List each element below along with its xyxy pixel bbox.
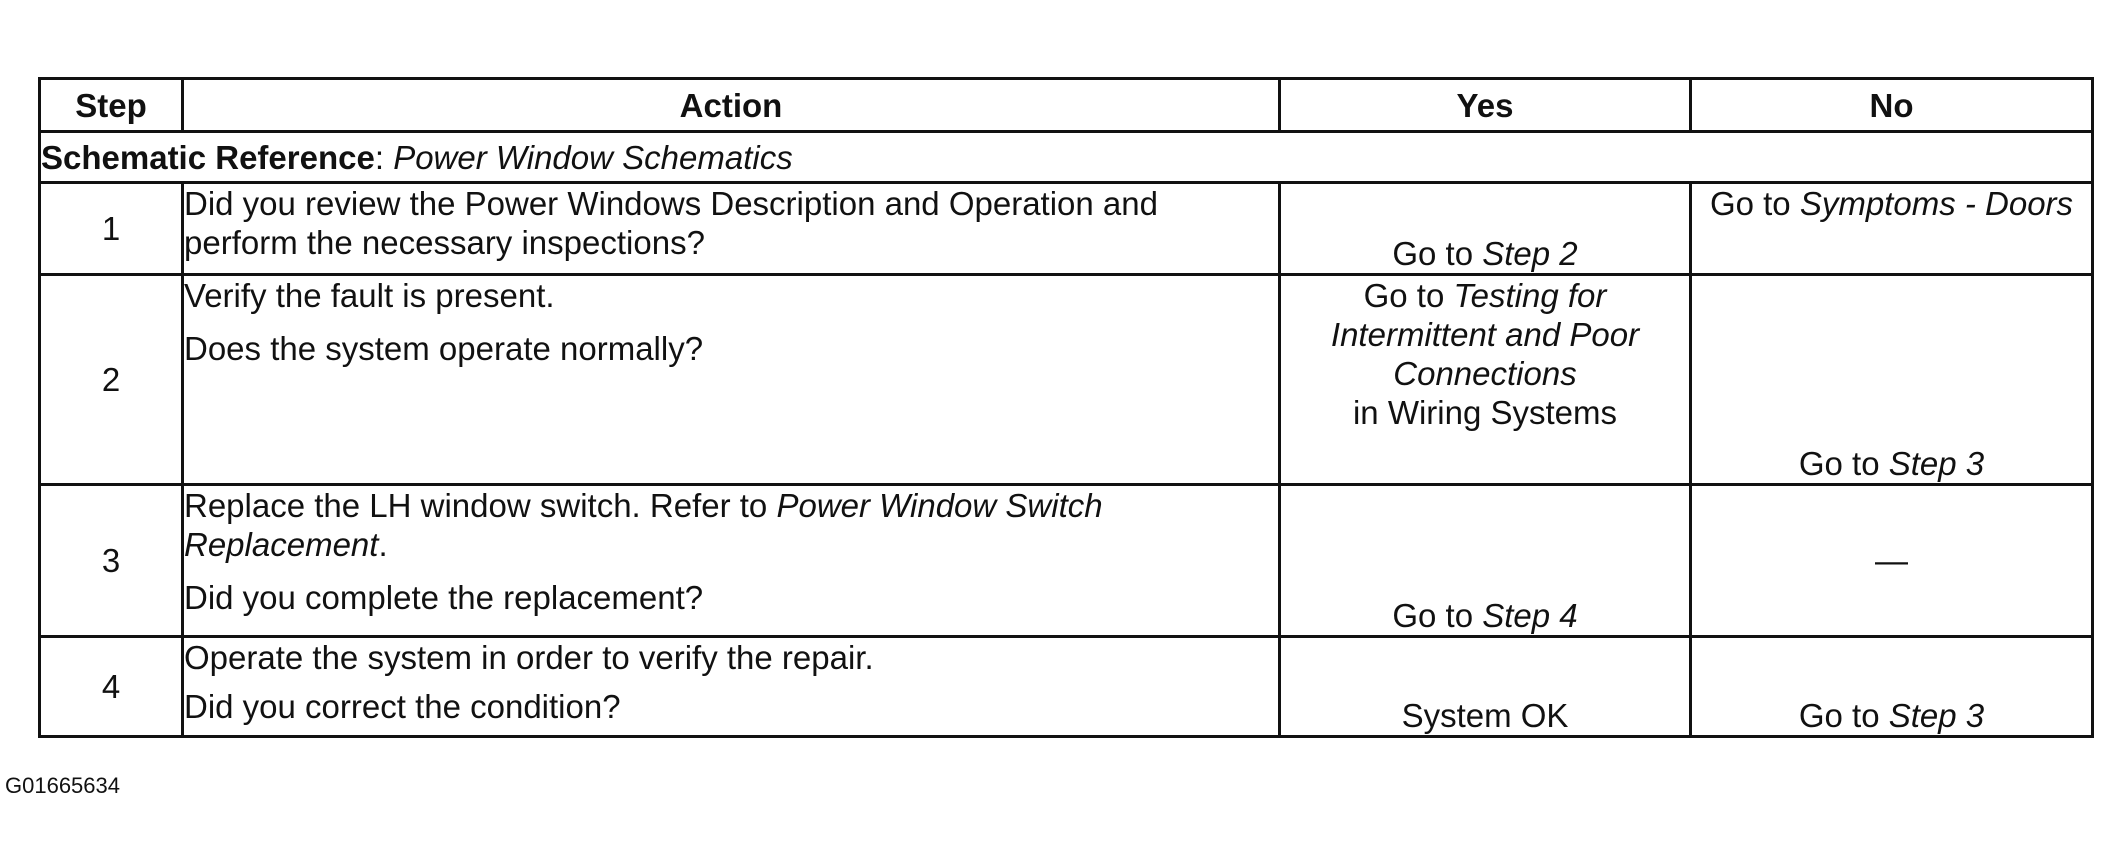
table-row-step-2 — [40, 275, 2093, 485]
header-step: Step — [40, 79, 183, 132]
figure-id: G01665634 — [5, 773, 120, 798]
table-row-step-3 — [40, 485, 2093, 637]
step-number: 4 — [40, 637, 183, 737]
no-dash: — — [1875, 542, 1908, 579]
action-cell — [183, 183, 1280, 275]
action-question: Does the system operate normally? — [184, 330, 704, 367]
header-action: Action — [183, 79, 1280, 132]
action-question: Did you correct the condition? — [184, 688, 621, 725]
action-text: Operate the system in order to verify the repair. — [184, 639, 874, 676]
no-link[interactable]: Step 3 — [1888, 445, 1985, 482]
yes-link[interactable]: Step 2 — [1482, 235, 1578, 272]
yes-link[interactable]: Step 4 — [1482, 597, 1578, 634]
schematic-reference-row — [40, 132, 2093, 183]
action-text-lead: Replace the LH window switch. Refer to — [184, 487, 768, 524]
action-text: Verify the fault is present. — [184, 277, 555, 314]
yes-link[interactable]: Testing for Intermittent and Poor Connections — [1330, 277, 1640, 392]
no-cell — [1691, 485, 2093, 637]
no-prefix: Go to — [1798, 445, 1880, 482]
yes-cell: System OK — [1280, 637, 1691, 737]
no-cell — [1691, 637, 2093, 737]
action-text: Did you review the Power Windows Description and Operation and perform the necessary inspections? — [184, 185, 1158, 261]
yes-cell — [1280, 485, 1691, 637]
no-link[interactable]: Step 3 — [1888, 697, 1985, 734]
no-prefix: Go to — [1798, 697, 1880, 734]
action-question: Did you complete the replacement? — [184, 579, 704, 616]
no-cell — [1691, 275, 2093, 485]
action-cell — [183, 485, 1280, 637]
header-yes: Yes — [1280, 79, 1691, 132]
diagnostic-table — [38, 77, 2094, 738]
no-prefix: Go to — [1709, 185, 1791, 222]
yes-cell — [1280, 275, 1691, 485]
schematic-reference-cell — [40, 132, 2093, 183]
action-cell — [183, 637, 1280, 737]
schematic-reference-label: Schematic Reference — [41, 138, 375, 176]
action-cell — [183, 275, 1280, 485]
yes-suffix: in Wiring Systems — [1352, 394, 1618, 431]
yes-cell — [1280, 183, 1691, 275]
action-reference-link[interactable]: Power Window Switch Replacement — [184, 487, 1103, 563]
header-row — [40, 79, 2093, 132]
table-row-step-1 — [40, 183, 2093, 275]
step-number: 2 — [40, 275, 183, 485]
no-cell — [1691, 183, 2093, 275]
step-number: 1 — [40, 183, 183, 275]
schematic-reference-separator: : — [374, 138, 385, 176]
no-link[interactable]: Symptoms - Doors — [1799, 185, 2074, 222]
yes-prefix: Go to — [1363, 277, 1445, 314]
header-no: No — [1691, 79, 2093, 132]
yes-prefix: Go to — [1392, 235, 1474, 272]
table-row-step-4 — [40, 637, 2093, 737]
step-number: 3 — [40, 485, 183, 637]
schematic-reference-link[interactable]: Power Window Schematics — [393, 138, 793, 176]
yes-prefix: Go to — [1392, 597, 1474, 634]
action-text: Replace the LH window switch. Refer to Power Window Switch Replacement. — [184, 487, 1103, 563]
